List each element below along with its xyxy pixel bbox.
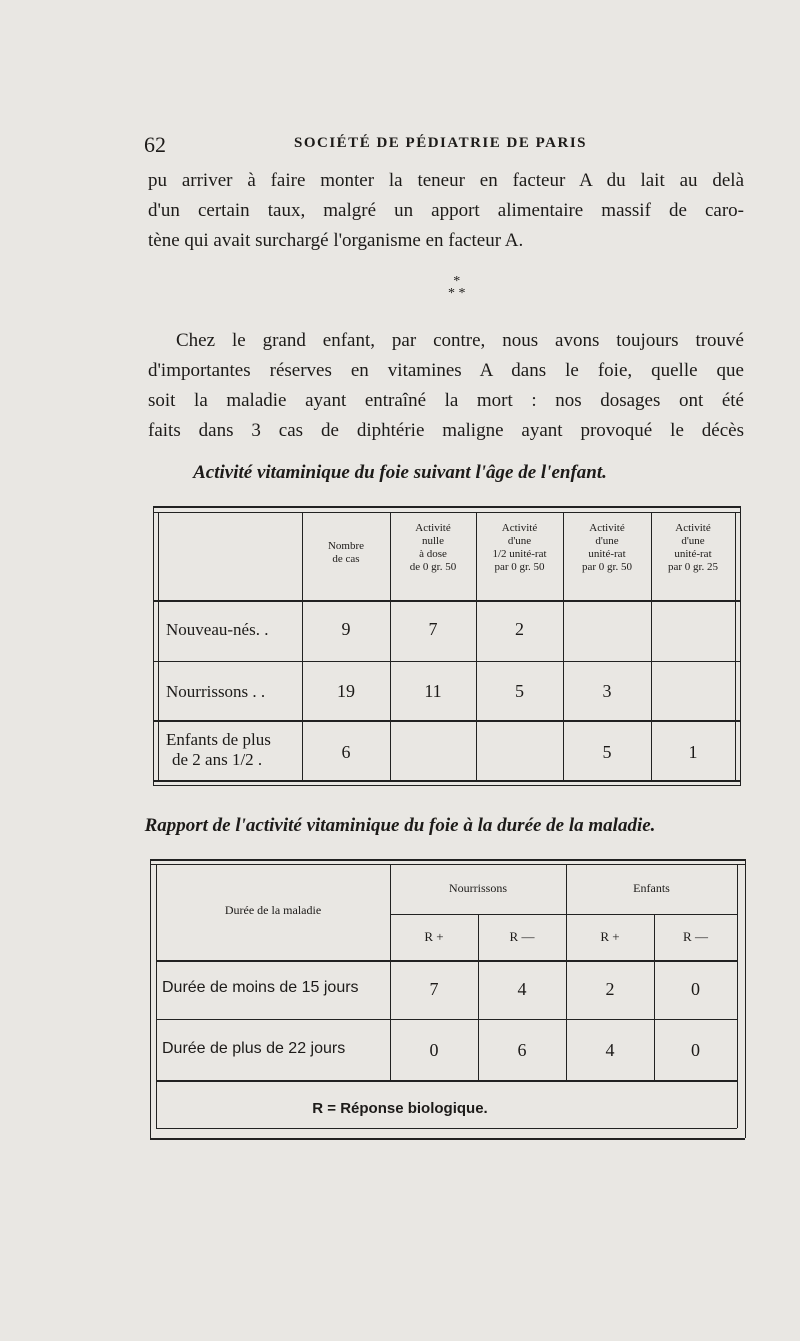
header-line: d'une xyxy=(507,535,532,547)
text-line: tène qui avait surchargé l'organisme en facteur A. xyxy=(148,230,524,251)
header-line: nulle xyxy=(422,535,444,547)
table1-cell: 9 xyxy=(341,619,351,639)
table1-cell: 6 xyxy=(341,742,351,762)
table2-subheader: R + xyxy=(600,929,620,944)
table1-row-label: Nourrissons . . xyxy=(166,682,266,701)
table2-row-label: Durée de plus de 22 jours xyxy=(162,1040,346,1057)
text-line: pu arriver à faire monter la teneur en facteur A du lait au delà xyxy=(148,170,744,191)
text-line: faits dans 3 cas de diphtérie maligne ayant provoqué le décès xyxy=(148,420,744,441)
table1-cell: 1 xyxy=(688,742,698,762)
table2-group-header: Enfants xyxy=(633,881,670,895)
header-line: unité-rat xyxy=(588,548,626,560)
text-line: d'importantes réserves en vitamines A dans le foie, quelle que xyxy=(148,360,744,381)
table1-cell: 19 xyxy=(337,681,355,701)
header-line: de cas xyxy=(332,553,360,565)
text-line: soit la maladie ayant entraîné la mort : nos dosages ont été xyxy=(148,390,744,411)
table2-corner-label: Durée de la maladie xyxy=(224,903,322,917)
header-line: Activité xyxy=(415,522,451,534)
header-line: à dose xyxy=(419,548,447,560)
table1-cell: 5 xyxy=(515,681,524,701)
header-line: 1/2 unité-rat xyxy=(492,548,547,560)
header-line: unité-rat xyxy=(674,548,712,560)
header-line: de 0 gr. 50 xyxy=(409,561,457,573)
header-line: Activité xyxy=(501,522,538,534)
table2-subheader: R — xyxy=(509,929,535,944)
header-line: par 0 gr. 25 xyxy=(667,561,719,573)
text-line: d'un certain taux, malgré un apport alimentaire massif de caro- xyxy=(148,200,744,221)
table1-cell: 3 xyxy=(602,681,612,701)
header-line: Activité xyxy=(675,522,711,534)
table2-cell: 0 xyxy=(691,979,700,999)
table2-group-header: Nourrissons xyxy=(448,881,507,895)
table2-cell: 4 xyxy=(605,1040,615,1060)
row-label-line: Enfants de plus xyxy=(166,730,271,749)
row-label-line: de 2 ans 1/2 . xyxy=(172,750,263,769)
page-number: 62 xyxy=(144,132,166,157)
table2-cell: 7 xyxy=(429,979,439,999)
header-line: d'une xyxy=(595,535,619,547)
section-separator: * * * xyxy=(448,274,466,301)
header-line: par 0 gr. 50 xyxy=(581,561,633,573)
table1-cell: 2 xyxy=(515,619,524,639)
table2-cell: 4 xyxy=(517,979,527,999)
table2-subheader: R + xyxy=(424,929,444,944)
table2-row-label: Durée de moins de 15 jours xyxy=(162,979,359,996)
table1-caption: Activité vitaminique du foie suivant l'âge de l'enfant. xyxy=(193,462,607,483)
table2-cell: 0 xyxy=(429,1040,439,1060)
table2-cell: 2 xyxy=(605,979,615,999)
table2-caption: Rapport de l'activité vitaminique du foie à la durée de la maladie. xyxy=(144,815,656,836)
header-line: d'une xyxy=(681,535,705,547)
table2-subheader: R — xyxy=(683,929,708,944)
table2-cell: 0 xyxy=(691,1040,700,1060)
header-line: par 0 gr. 50 xyxy=(494,561,545,573)
table1-cell: 7 xyxy=(428,619,438,639)
header-line: Nombre xyxy=(327,540,365,552)
table2-note: R = Réponse biologique. xyxy=(312,1100,488,1117)
table1-cell: 11 xyxy=(424,681,442,701)
table1-row-label: Nouveau-nés. . xyxy=(166,620,269,639)
running-head-title: SOCIÉTÉ DE PÉDIATRIE DE PARIS xyxy=(294,135,587,151)
table2-cell: 6 xyxy=(517,1040,527,1060)
table1-cell: 5 xyxy=(602,742,612,762)
header-line: Activité xyxy=(589,522,625,534)
text-line: Chez le grand enfant, par contre, nous avons toujours trouvé xyxy=(176,330,744,351)
